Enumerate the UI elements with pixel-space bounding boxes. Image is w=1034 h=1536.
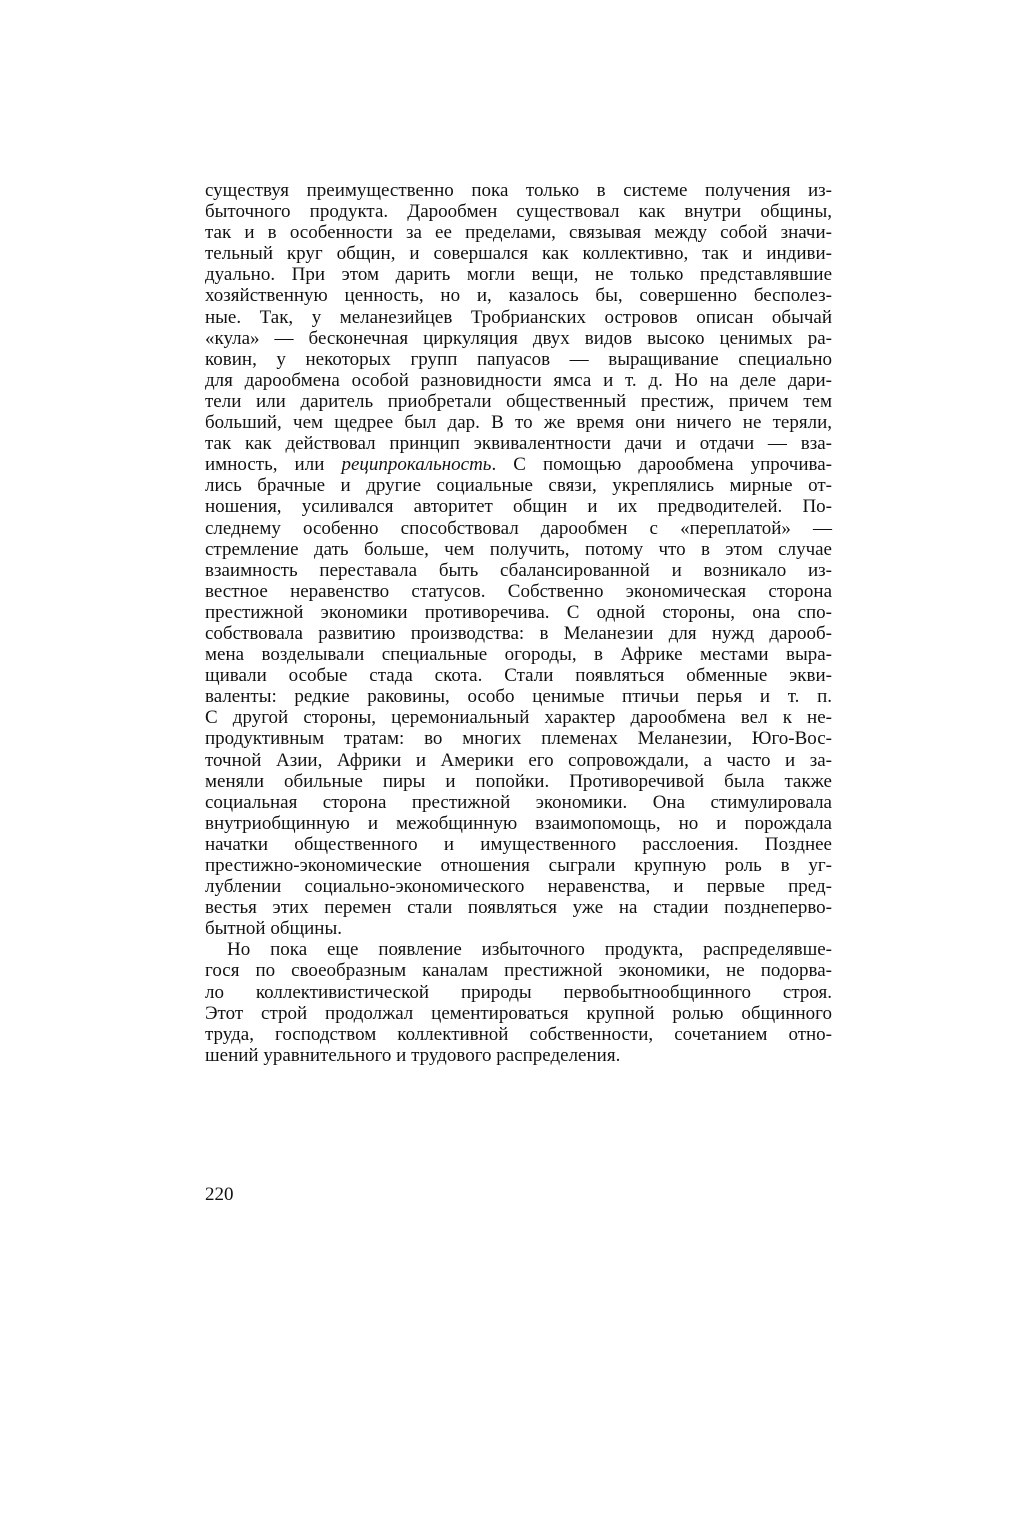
text-segment: . С помощью дарообмена упрочива- [491,454,832,476]
text-line: Этот строй продолжал цементироваться крупной ролью общинного [205,1002,832,1024]
text-line: так как действовал принцип эквивалентности дачи и отдачи — вза- [205,433,832,455]
text-line: престижно-экономические отношения сыграли крупную роль в уг- [205,855,832,876]
text-line: так и в особенности за ее пределами, связывая между собой значи- [205,222,832,244]
text-line: больший, чем щедрее был дар. В то же время они ничего не теряли, [205,412,832,434]
text-segment: имность, или [205,454,342,476]
text-line: меняли обильные пиры и попойки. Противоречивой была также [205,770,832,792]
paragraph [205,939,832,1066]
text-line: вестное неравенство статусов. Собственно экономическая сторона [205,580,832,602]
text-line: «кула» — бесконечная циркуляция двух видов высоко ценимых ра- [205,327,832,349]
text-line: дуально. При этом дарить могли вещи, не только представлявшие [205,264,832,286]
text-line: продуктивным тратам: во многих племенах Меланезии, Юго-Вос- [205,728,832,750]
text-line: Но пока еще появление избыточного продукта, распределявше- [227,939,832,961]
text-line: точной Азии, Африки и Америки его сопровождали, а часто и за- [205,749,832,771]
text-line: начатки общественного и имущественного расслоения. Позднее [205,833,832,855]
paragraph [205,180,832,939]
text-line: щивали особые стада скота. Стали появляться обменные экви- [205,665,832,687]
text-line: тельный круг общин, и совершался как коллективно, так и индиви- [205,243,832,265]
text-line: существуя преимущественно пока только в системе получения из- [205,180,832,201]
page-number: 220 [205,1184,234,1205]
text-line: стремление дать больше, чем получить, потому что в этом случае [205,538,832,560]
text-line: социальная сторона престижной экономики. Она стимулировала [205,791,832,813]
text-line: бытной общины. [205,918,342,940]
text-line: внутриобщинную и межобщинную взаимопомощь, но и порождала [205,812,832,834]
text-line: ковин, у некоторых групп папуасов — выращивание специально [205,348,832,370]
text-line: валенты: редкие раковины, особо ценимые птичьи перья и т. п. [205,686,832,708]
text-line: труда, господством коллективной собственности, сочетанием отно- [205,1023,832,1045]
page-body-text [205,180,832,1066]
text-line: вестья этих перемен стали появляться уже на стадии позднеперво- [205,897,832,919]
text-line: быточного продукта. Дарообмен существовал как внутри общины, [205,201,832,223]
text-line: мена возделывали специальные огороды, в Африке местами выра- [205,644,832,666]
text-line: лублении социально-экономического неравенства, и первые пред- [205,876,832,898]
text-line: тели или даритель приобретали общественный престиж, причем тем [205,390,832,412]
text-line: для дарообмена особой разновидности ямса и т. д. Но на деле дари- [205,369,832,391]
text-line: следнему особенно способствовал дарообмен с «переплатой» — [205,517,832,539]
text-line: хозяйственную ценность, но и, казалось бы, совершенно бесполез- [205,285,832,307]
text-line: ло коллективистической природы первобытнообщинного строя. [205,981,832,1003]
text-line: престижной экономики противоречива. С одной стороны, она спо- [205,601,832,623]
text-line: лись брачные и другие социальные связи, укреплялись мирные от- [205,475,832,497]
text-line: гося по своеобразным каналам престижной экономики, не подорва- [205,960,832,982]
text-line: ношения, усиливался авторитет общин и их предводителей. По- [205,496,832,518]
text-line: взаимность переставала быть сбалансированной и возникало из- [205,559,832,581]
text-line: ные. Так, у меланезийцев Тробрианских островов описан обычай [205,306,832,328]
text-line [205,454,832,475]
text-line: шений уравнительного и трудового распределения. [205,1044,621,1066]
text-line: С другой стороны, церемониальный характер дарообмена вел к не- [205,707,832,729]
italic-term: реципрокальность [341,454,492,476]
text-line: собствовала развитию производства: в Меланезии для нужд дарооб- [205,622,832,644]
